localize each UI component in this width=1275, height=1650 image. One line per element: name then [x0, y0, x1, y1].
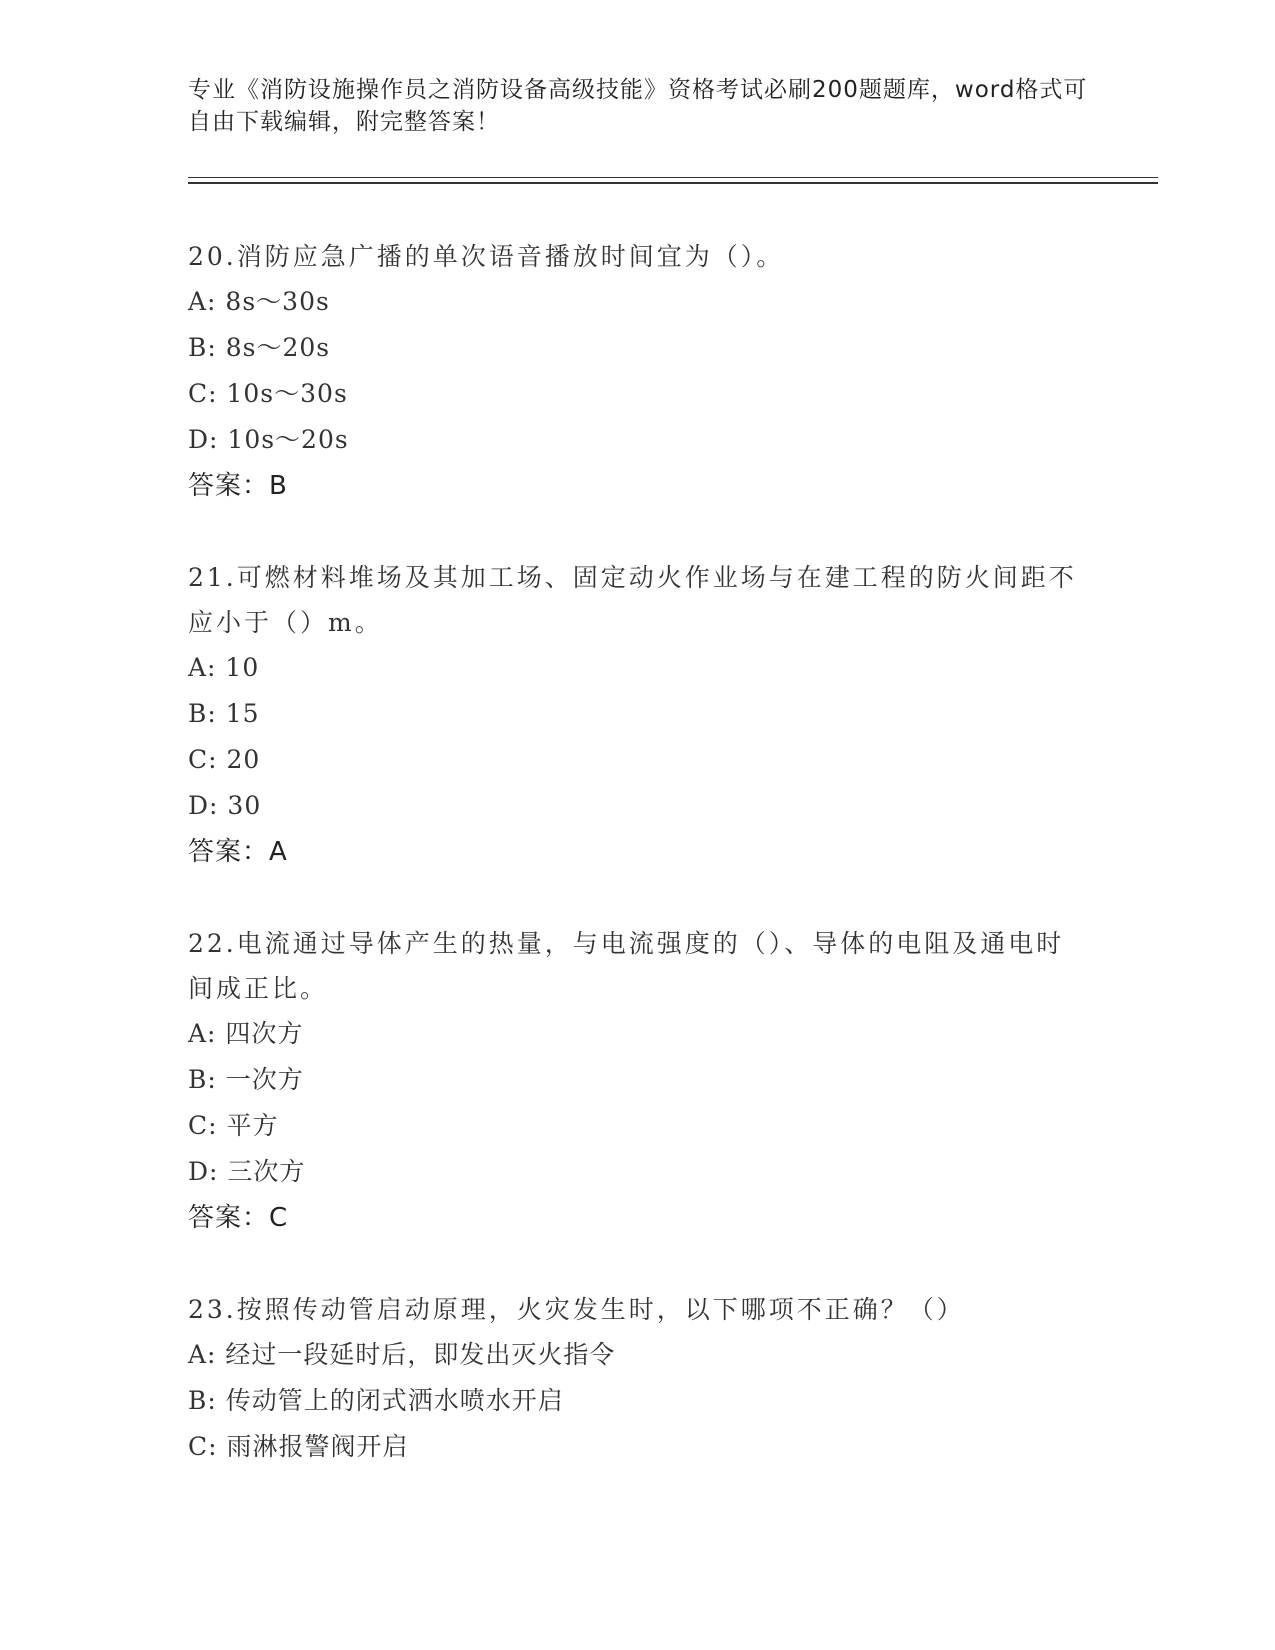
option-c: C: 平方: [188, 1111, 279, 1140]
question-23: [188, 1287, 1088, 1470]
option-b: B: 传动管上的闭式洒水喷水开启: [188, 1386, 564, 1415]
option-d: D: 30: [188, 791, 262, 820]
option-b: B: 8s～20s: [188, 333, 331, 362]
header-divider-thin: [188, 177, 1158, 178]
option-a: A: 四次方: [188, 1019, 304, 1048]
question-stem: 21.可燃材料堆场及其加工场、固定动火作业场与在建工程的防火间距不应小于（）m。: [188, 563, 1077, 637]
option-a: A: 8s～30s: [188, 287, 330, 316]
option-d: D: 三次方: [188, 1157, 306, 1186]
answer-line: 答案：B: [188, 471, 288, 501]
question-21: [188, 555, 1088, 875]
option-b: B: 一次方: [188, 1065, 304, 1094]
option-c: C: 雨淋报警阀开启: [188, 1432, 409, 1461]
question-22: [188, 921, 1088, 1241]
option-d: D: 10s～20s: [188, 425, 349, 454]
answer-line: 答案：C: [188, 1203, 289, 1233]
option-a: A: 经过一段延时后，即发出灭火指令: [188, 1340, 616, 1369]
document-header: 专业《消防设施操作员之消防设备高级技能》资格考试必刷200题题库，word格式可自由下载编辑，附完整答案！: [188, 77, 1088, 135]
question-20: [188, 234, 1088, 509]
option-a: A: 10: [188, 653, 260, 682]
answer-line: 答案：A: [188, 837, 288, 867]
question-stem: 20.消防应急广播的单次语音播放时间宜为（）。: [188, 242, 785, 271]
option-b: B: 15: [188, 699, 260, 728]
question-stem: 22.电流通过导体产生的热量，与电流强度的（）、导体的电阻及通电时间成正比。: [188, 929, 1065, 1003]
option-c: C: 20: [188, 745, 261, 774]
header-divider-thick: [188, 182, 1158, 184]
question-stem: 23.按照传动管启动原理，火灾发生时，以下哪项不正确？（）: [188, 1295, 965, 1324]
option-c: C: 10s～30s: [188, 379, 348, 408]
